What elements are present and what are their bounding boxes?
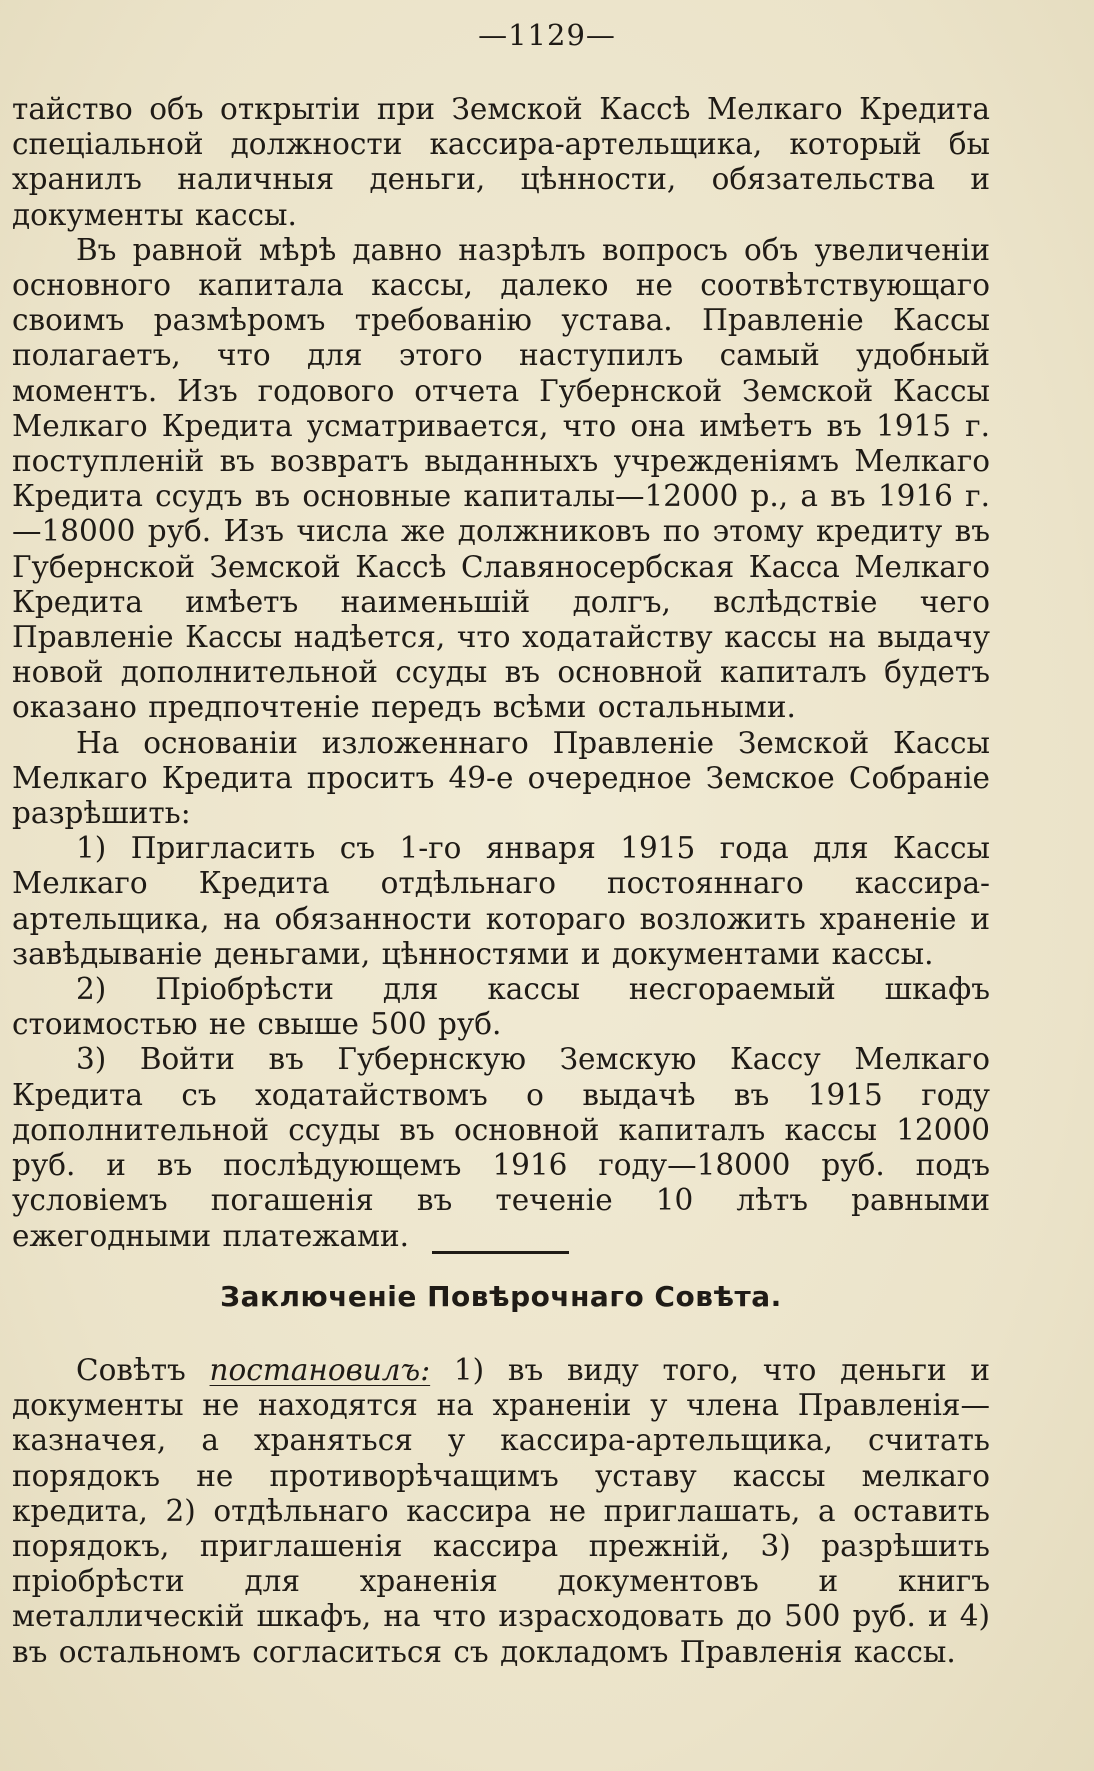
section-divider	[432, 1251, 569, 1254]
paragraph-capital-increase: Въ равной мѣрѣ давно назрѣлъ вопросъ объ увеличеніи основного капитала кассы, далеко не соотвѣтствующаго своимъ размѣромъ требованію устава. Правленіе Кассы полагаетъ, что для этого наступилъ самый удобный моментъ. Изъ годового отчета Губернской Земской Кассы Мелкаго Кредита усматривается, что она имѣетъ въ 1915 г. поступленій въ возвратъ выданныхъ учрежденіямъ Мелкаго Кредита ссудъ въ основные капиталы—12000 р., а въ 1916 г.—18000 руб. Изъ числа же должниковъ по этому кредиту въ Губернской Земской Кассѣ Славяносербская Касса Мелкаго Кредита имѣетъ наименьшій долгъ, вслѣдствіе чего Правленіе Кассы надѣется, что ходатайству кассы на выдачу новой дополнительной ссуды въ основной капиталъ будетъ оказано предпочтеніе передъ всѣми остальными.	[12, 232, 990, 725]
resolution-verb: постановилъ:	[209, 1353, 431, 1387]
section-heading: Заключеніе Повѣрочнаго Совѣта.	[220, 1280, 782, 1313]
list-item-3: 3) Войти въ Губернскую Земскую Кассу Мелкаго Кредита съ ходатайствомъ о выдачѣ въ 1915 году дополнительной ссуды въ основной капиталъ кассы 12000 руб. и въ послѣдующемъ 1916 году—18000 руб. подъ условіемъ погашенія въ теченіе 10 лѣтъ равными ежегодными платежами.	[12, 1042, 990, 1253]
page-number: —1129—	[478, 18, 616, 52]
main-text-block	[12, 92, 990, 1254]
resolution-paragraph	[12, 1353, 990, 1670]
paragraph-request: На основаніи изложеннаго Правленіе Земской Кассы Мелкаго Кредита проситъ 49-е очередное Земское Собраніе разрѣшить:	[12, 725, 990, 831]
list-item-2: 2) Пріобрѣсти для кассы несгораемый шкафъ стоимостью не свыше 500 руб.	[12, 972, 990, 1042]
resolution-text: 1) въ виду того, что деньги и документы не находятся на храненіи у члена Правленія— казначея, а храняться у кассира-артельщика, считать порядокъ не противорѣчащимъ уставу кассы мелкаго кредита, 2) отдѣльнаго кассира не приглашать, а оставить порядокъ, приглашенія кассира прежній, 3) разрѣшить пріобрѣсти для храненія документовъ и книгъ металлическій шкафъ, на что израсходовать до 500 руб. и 4) въ остальномъ согласиться съ докладомъ Правленія кассы.	[12, 1353, 990, 1669]
resolution-lead: Совѣтъ	[76, 1353, 186, 1387]
paragraph-continuation: тайство объ открытіи при Земской Кассѣ Мелкаго Кредита спеціальной должности кассира-артельщика, который бы хранилъ наличныя деньги, цѣнности, обязательства и документы кассы.	[12, 92, 990, 232]
list-item-1: 1) Пригласить съ 1-го января 1915 года для Кассы Мелкаго Кредита отдѣльнаго постояннаго кассира-артельщика, на обязанности котораго возложить храненіе и завѣдываніе деньгами, цѣнностями и документами кассы.	[12, 831, 990, 971]
resolution-block	[12, 1353, 990, 1670]
